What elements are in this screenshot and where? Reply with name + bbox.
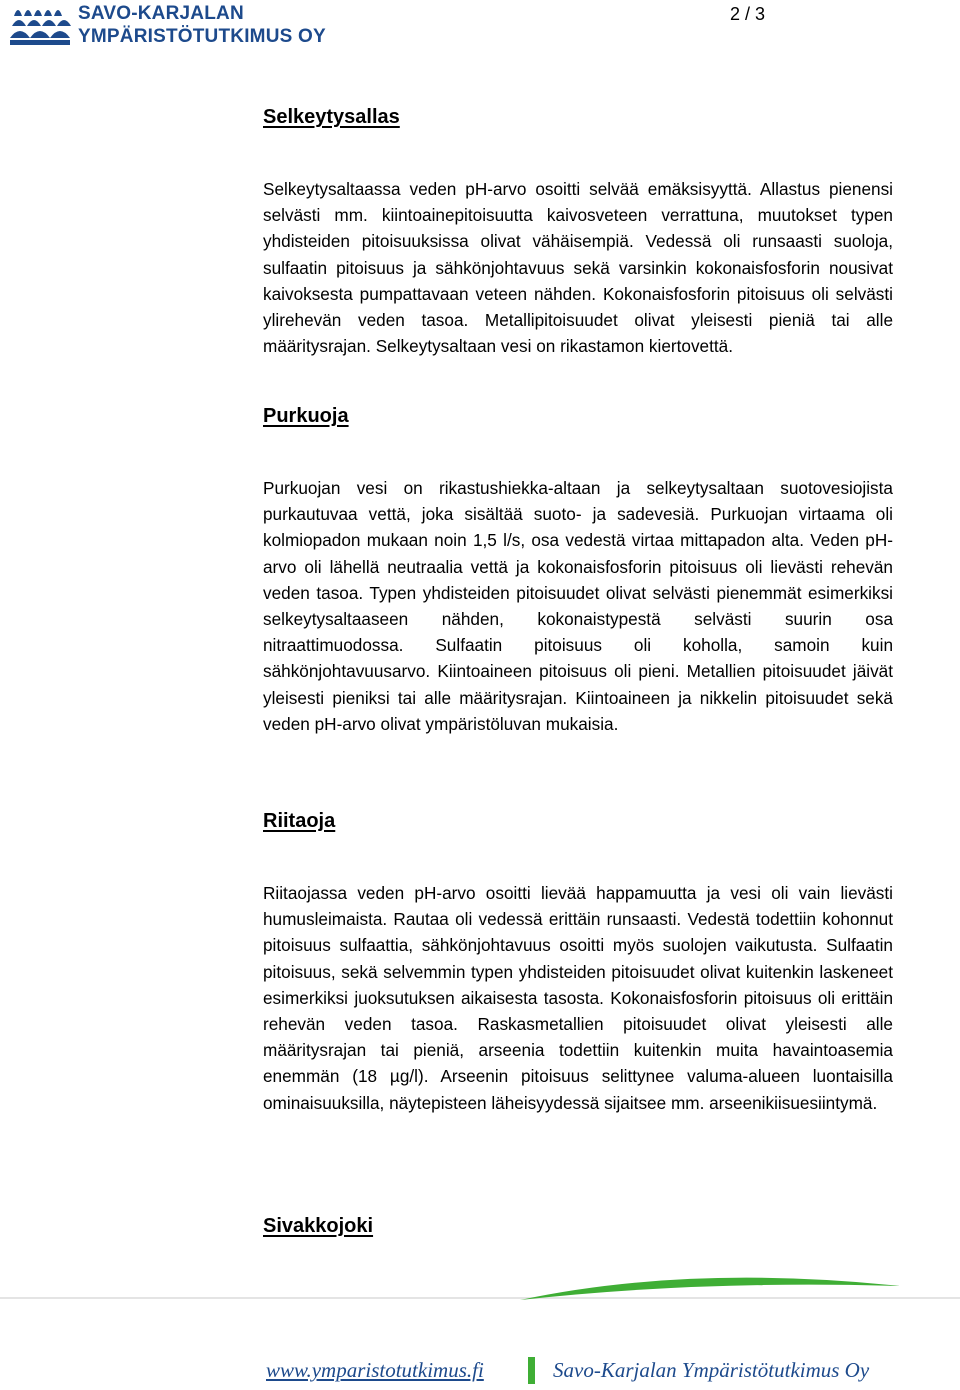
heading-riitaoja: Riitaoja [263,810,336,832]
heading-selkeytysallas: Selkeytysallas [263,106,400,128]
heading-purkuoja: Purkuoja [263,405,349,427]
footer-organization: Savo-Karjalan Ympäristötutkimus Oy [553,1358,870,1382]
company-logo [10,2,350,50]
logo-text-line1: SAVO-KARJALAN [78,3,244,24]
footer-green-arc [0,1270,960,1310]
logo-text-line2: YMPÄRISTÖTUTKIMUS OY [78,26,326,47]
footer-separator-bar [528,1357,535,1384]
paragraph-purkuoja: Purkuojan vesi on rikastushiekka-altaan ja selkeytysaltaan suotovesiojista purkautuvaa vettä, joka sisältää suoto- ja sadevesiä. Purkuojan virtaama oli kolmiopadon mukaan noin 1,5 l/s, osa vedestä virtaa mittapadon alta. Veden pH-arvo oli lähellä neutraalia vettä ja kokonaisfosforin pitoisuus oli lievästi rehevän veden tasoa. Typen yhdisteiden pitoisuudet olivat selvästi pienemmät esimerkiksi selkeytysaltaaseen nähden, kokonaistypestä selvästi suurin osa nitraattimuodossa. Sulfaatin pitoisuus oli koholla, samoin kuin sähkönjohtavuusarvo. Kiintoaineen pitoisuus oli pieni. Metallien pitoisuudet jäivät yleisesti pieniksi tai alle määritysrajan. Kiintoaineen ja nikkelin pitoisuudet sekä veden pH-arvo olivat ympäristöluvan mukaisia. [263,478,893,734]
wave-logo-icon [10,2,72,48]
paragraph-riitaoja: Riitaojassa veden pH-arvo osoitti lievää happamuutta ja vesi oli vain lievästi humusleimaista. Rautaa oli vedessä erittäin runsaasti. Vedestä todettiin kohonnut pitoisuus sulfaattia, sähkönjohtavuus osoitti myös suolojen vaikutusta. Sulfaatin pitoisuus, sekä selvemmin typen yhdisteiden pitoisuudet olivat kuitenkin laskeneet esimerkiksi juoksutuksen aikaisesta tasosta. Kokonaisfosforin pitoisuus oli erittäin rehevän veden tasoa. Raskasmetallien pitoisuudet olivat yleisesti alle määritysrajan tai pieniä, arseenia todettiin kuitenkin muita havaintoasemia enemmän (18 µg/l). Arseenin pitoisuus selittynee valuma-alueen luontaisilla ominaisuuksilla, näytepisteen läheisyydessä sijaitsee mm. arseenikiisuesiintymä. [263,883,893,1113]
heading-sivakkojoki: Sivakkojoki [263,1215,374,1237]
footer-website-link[interactable]: www.ymparistotutkimus.fi [266,1358,484,1382]
page-number: 2 / 3 [729,4,765,24]
paragraph-selkeytysallas: Selkeytysaltaassa veden pH-arvo osoitti selvää emäksisyyttä. Allastus pienensi selvästi mm. kiintoainepitoisuutta kaivosveteen verrattuna, muutokset typen yhdisteiden pitoisuuksissa olivat vähäisempiä. Vedessä oli runsaasti suoloja, sulfaatin pitoisuus ja sähkönjohtavuus sekä varsinkin kokonaisfosforin nousivat kaivoksesta pumpattavaan veteen nähden. Kokonaisfosforin pitoisuus oli selvästi ylirehevän veden tasoa. Metallipitoisuudet olivat yleisesti pieniä tai alle määritysrajan. Selkeytysaltaan vesi on rikastamon kiertovettä. [263,179,893,357]
